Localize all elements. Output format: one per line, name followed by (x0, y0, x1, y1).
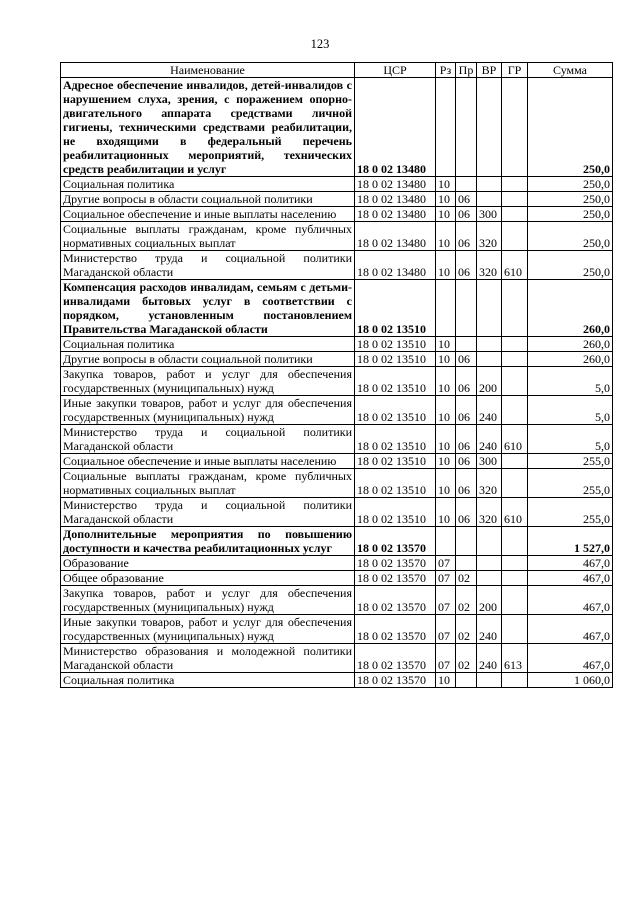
cell-csr: 18 0 02 13510 (355, 425, 436, 454)
table-row (61, 192, 613, 207)
cell-name: Социальная политика (61, 177, 355, 192)
cell-sum: 467,0 (528, 571, 613, 586)
cell-gr (502, 337, 528, 352)
cell-rz: 10 (436, 367, 456, 396)
cell-rz: 10 (436, 207, 456, 222)
cell-pr: 06 (456, 367, 477, 396)
cell-name: Адресное обеспечение инвалидов, детей-инвалидов с нарушением слуха, зрения, с поражением опорно-двигательного аппарата средствами личной гигиены, техническими средствами реабилитации, не входящими в федеральный перечень реабилитационных мероприятий, технических средств реабилитации и услуг (61, 78, 355, 177)
cell-sum: 255,0 (528, 454, 613, 469)
column-header-gr: ГР (502, 63, 528, 78)
cell-rz: 10 (436, 498, 456, 527)
cell-pr: 02 (456, 571, 477, 586)
cell-pr: 06 (456, 222, 477, 251)
cell-vr (477, 78, 502, 177)
cell-name: Социальное обеспечение и иные выплаты населению (61, 454, 355, 469)
cell-pr: 06 (456, 396, 477, 425)
cell-name: Министерство труда и социальной политики Магаданской области (61, 425, 355, 454)
cell-vr: 320 (477, 222, 502, 251)
table-row (61, 586, 613, 615)
cell-csr: 18 0 02 13570 (355, 586, 436, 615)
cell-gr (502, 454, 528, 469)
cell-name: Социальная политика (61, 673, 355, 688)
table-row (61, 644, 613, 673)
cell-pr: 06 (456, 251, 477, 280)
cell-gr (502, 78, 528, 177)
cell-vr: 240 (477, 615, 502, 644)
cell-gr (502, 367, 528, 396)
table-row (61, 396, 613, 425)
cell-vr (477, 280, 502, 337)
cell-sum: 260,0 (528, 352, 613, 367)
cell-csr: 18 0 02 13570 (355, 644, 436, 673)
cell-rz: 10 (436, 673, 456, 688)
cell-sum: 250,0 (528, 251, 613, 280)
cell-csr: 18 0 02 13570 (355, 615, 436, 644)
cell-pr: 06 (456, 425, 477, 454)
cell-sum: 467,0 (528, 586, 613, 615)
cell-rz: 07 (436, 644, 456, 673)
cell-pr: 02 (456, 644, 477, 673)
cell-name: Другие вопросы в области социальной политики (61, 192, 355, 207)
table-row (61, 556, 613, 571)
column-header-name: Наименование (61, 63, 355, 78)
cell-rz: 07 (436, 571, 456, 586)
cell-name: Социальное обеспечение и иные выплаты населению (61, 207, 355, 222)
cell-name: Образование (61, 556, 355, 571)
cell-vr (477, 527, 502, 556)
cell-pr: 06 (456, 498, 477, 527)
table-row (61, 527, 613, 556)
cell-gr (502, 177, 528, 192)
cell-csr: 18 0 02 13510 (355, 454, 436, 469)
cell-rz: 10 (436, 192, 456, 207)
cell-name: Компенсация расходов инвалидам, семьям с детьми-инвалидами бытовых услуг в соответствии с порядком, установленным постановлением Правительства Магаданской области (61, 280, 355, 337)
cell-vr (477, 352, 502, 367)
cell-sum: 467,0 (528, 615, 613, 644)
cell-name: Иные закупки товаров, работ и услуг для обеспечения государственных (муниципальных) нужд (61, 615, 355, 644)
cell-pr (456, 280, 477, 337)
cell-rz: 10 (436, 425, 456, 454)
cell-sum: 250,0 (528, 222, 613, 251)
cell-rz: 10 (436, 352, 456, 367)
table-row (61, 454, 613, 469)
cell-csr: 18 0 02 13510 (355, 280, 436, 337)
cell-name: Закупка товаров, работ и услуг для обеспечения государственных (муниципальных) нужд (61, 586, 355, 615)
table-row (61, 337, 613, 352)
cell-csr: 18 0 02 13570 (355, 571, 436, 586)
cell-pr (456, 177, 477, 192)
cell-csr: 18 0 02 13510 (355, 396, 436, 425)
cell-vr (477, 192, 502, 207)
cell-vr (477, 177, 502, 192)
cell-pr (456, 556, 477, 571)
cell-csr: 18 0 02 13510 (355, 469, 436, 498)
cell-gr (502, 207, 528, 222)
cell-gr (502, 586, 528, 615)
cell-vr: 240 (477, 425, 502, 454)
cell-sum: 250,0 (528, 192, 613, 207)
column-header-sum: Сумма (528, 63, 613, 78)
cell-sum: 260,0 (528, 280, 613, 337)
cell-name: Министерство образования и молодежной политики Магаданской области (61, 644, 355, 673)
cell-name: Министерство труда и социальной политики Магаданской области (61, 251, 355, 280)
cell-vr: 300 (477, 454, 502, 469)
cell-sum: 5,0 (528, 367, 613, 396)
table-row (61, 251, 613, 280)
cell-csr: 18 0 02 13480 (355, 207, 436, 222)
cell-csr: 18 0 02 13510 (355, 352, 436, 367)
cell-rz (436, 78, 456, 177)
cell-gr (502, 280, 528, 337)
cell-sum: 467,0 (528, 556, 613, 571)
cell-name: Дополнительные мероприятия по повышению доступности и качества реабилитационных услуг (61, 527, 355, 556)
cell-gr: 613 (502, 644, 528, 673)
cell-rz: 10 (436, 177, 456, 192)
cell-csr: 18 0 02 13480 (355, 222, 436, 251)
budget-table (60, 62, 613, 688)
cell-vr (477, 571, 502, 586)
cell-sum: 5,0 (528, 396, 613, 425)
cell-rz: 07 (436, 615, 456, 644)
cell-vr: 320 (477, 469, 502, 498)
cell-sum: 250,0 (528, 207, 613, 222)
cell-gr (502, 222, 528, 251)
page-number: 123 (310, 37, 330, 51)
cell-rz: 10 (436, 251, 456, 280)
cell-gr (502, 556, 528, 571)
cell-csr: 18 0 02 13480 (355, 251, 436, 280)
cell-gr: 610 (502, 425, 528, 454)
cell-csr: 18 0 02 13510 (355, 498, 436, 527)
cell-csr: 18 0 02 13510 (355, 337, 436, 352)
cell-sum: 250,0 (528, 78, 613, 177)
cell-name: Другие вопросы в области социальной политики (61, 352, 355, 367)
cell-pr (456, 337, 477, 352)
cell-pr: 02 (456, 615, 477, 644)
cell-vr: 300 (477, 207, 502, 222)
table-row (61, 673, 613, 688)
cell-rz: 10 (436, 396, 456, 425)
table-row (61, 280, 613, 337)
cell-sum: 5,0 (528, 425, 613, 454)
cell-pr: 02 (456, 586, 477, 615)
cell-csr: 18 0 02 13570 (355, 556, 436, 571)
cell-gr (502, 192, 528, 207)
column-header-rz: Рз (436, 63, 456, 78)
cell-rz: 10 (436, 469, 456, 498)
cell-csr: 18 0 02 13570 (355, 527, 436, 556)
cell-vr: 200 (477, 586, 502, 615)
cell-vr (477, 556, 502, 571)
cell-sum: 260,0 (528, 337, 613, 352)
cell-name: Иные закупки товаров, работ и услуг для обеспечения государственных (муниципальных) нужд (61, 396, 355, 425)
cell-name: Социальные выплаты гражданам, кроме публичных нормативных социальных выплат (61, 469, 355, 498)
cell-csr: 18 0 02 13570 (355, 673, 436, 688)
cell-vr (477, 673, 502, 688)
cell-rz: 10 (436, 454, 456, 469)
cell-vr: 240 (477, 644, 502, 673)
cell-gr (502, 673, 528, 688)
cell-gr (502, 469, 528, 498)
cell-vr: 320 (477, 498, 502, 527)
table-body (61, 78, 613, 688)
table-row (61, 222, 613, 251)
cell-rz: 07 (436, 586, 456, 615)
cell-vr: 200 (477, 367, 502, 396)
table-row (61, 78, 613, 177)
cell-rz: 07 (436, 556, 456, 571)
cell-name: Закупка товаров, работ и услуг для обеспечения государственных (муниципальных) нужд (61, 367, 355, 396)
cell-sum: 1 527,0 (528, 527, 613, 556)
table-row (61, 367, 613, 396)
cell-rz (436, 280, 456, 337)
table-row (61, 207, 613, 222)
cell-csr: 18 0 02 13510 (355, 367, 436, 396)
cell-gr: 610 (502, 498, 528, 527)
cell-gr: 610 (502, 251, 528, 280)
cell-gr (502, 615, 528, 644)
table-row (61, 177, 613, 192)
cell-csr: 18 0 02 13480 (355, 177, 436, 192)
column-header-pr: Пр (456, 63, 477, 78)
cell-gr (502, 352, 528, 367)
cell-pr (456, 527, 477, 556)
cell-pr: 06 (456, 192, 477, 207)
cell-gr (502, 571, 528, 586)
table-header-row (61, 63, 613, 78)
cell-pr: 06 (456, 352, 477, 367)
cell-csr: 18 0 02 13480 (355, 192, 436, 207)
cell-rz: 10 (436, 222, 456, 251)
cell-rz (436, 527, 456, 556)
cell-sum: 1 060,0 (528, 673, 613, 688)
cell-gr (502, 396, 528, 425)
cell-rz: 10 (436, 337, 456, 352)
column-header-vr: ВР (477, 63, 502, 78)
table-row (61, 571, 613, 586)
cell-sum: 250,0 (528, 177, 613, 192)
cell-pr: 06 (456, 469, 477, 498)
cell-vr: 240 (477, 396, 502, 425)
cell-vr (477, 337, 502, 352)
table-row (61, 352, 613, 367)
cell-pr (456, 78, 477, 177)
table-row (61, 498, 613, 527)
cell-name: Министерство труда и социальной политики Магаданской области (61, 498, 355, 527)
cell-vr: 320 (477, 251, 502, 280)
table-row (61, 615, 613, 644)
cell-name: Социальные выплаты гражданам, кроме публичных нормативных социальных выплат (61, 222, 355, 251)
cell-csr: 18 0 02 13480 (355, 78, 436, 177)
table-row (61, 469, 613, 498)
cell-sum: 255,0 (528, 498, 613, 527)
cell-gr (502, 527, 528, 556)
cell-sum: 467,0 (528, 644, 613, 673)
cell-pr: 06 (456, 207, 477, 222)
table-row (61, 425, 613, 454)
cell-name: Общее образование (61, 571, 355, 586)
cell-pr (456, 673, 477, 688)
column-header-csr: ЦСР (355, 63, 436, 78)
cell-sum: 255,0 (528, 469, 613, 498)
cell-name: Социальная политика (61, 337, 355, 352)
cell-pr: 06 (456, 454, 477, 469)
